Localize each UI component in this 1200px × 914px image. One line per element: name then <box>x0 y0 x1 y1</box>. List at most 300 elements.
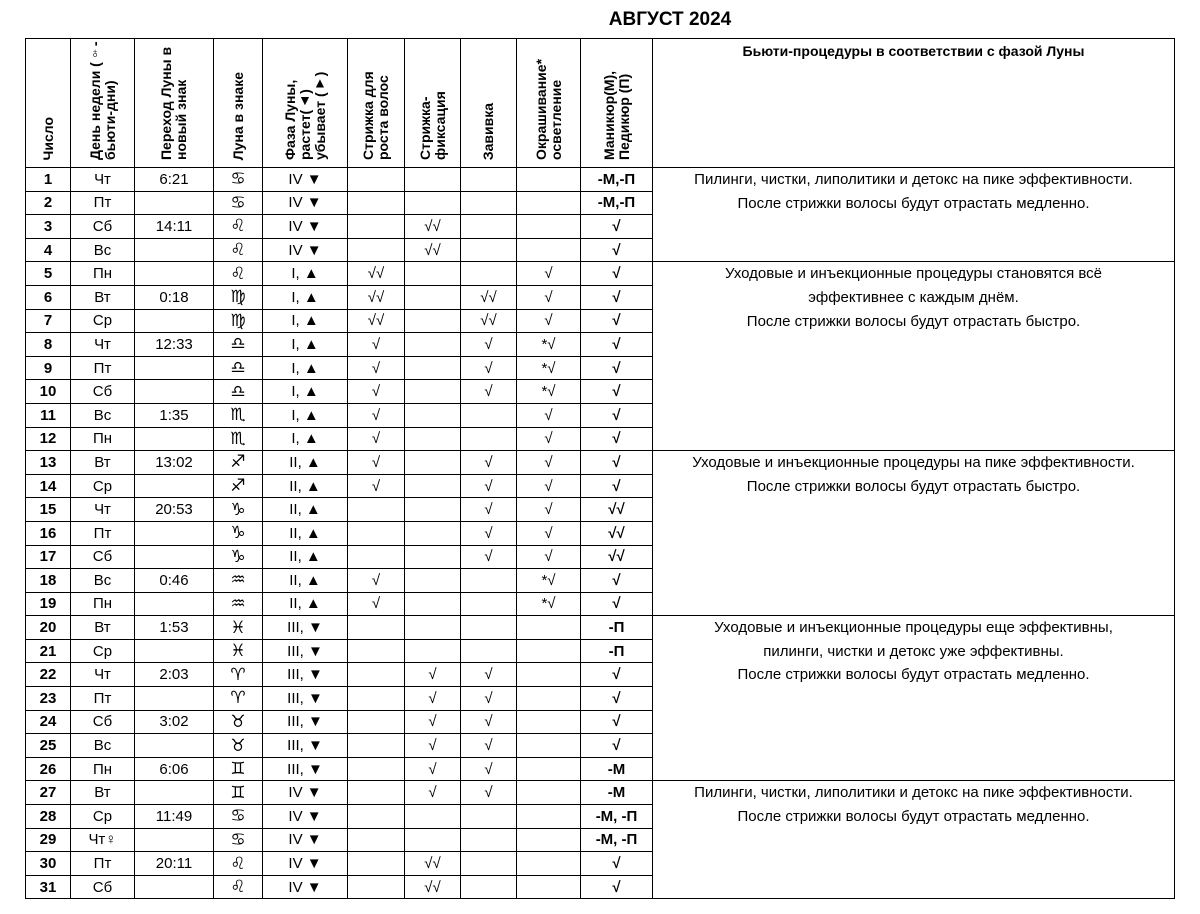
header-mani: Маникюр(М), Педикюр (П) <box>581 39 653 168</box>
cut-fix-cell: √√ <box>405 215 461 239</box>
cut-growth-cell <box>348 805 405 829</box>
color-cell: √ <box>517 474 581 498</box>
weekday-cell: Ср <box>71 639 135 663</box>
transition-cell: 3:02 <box>135 710 214 734</box>
curl-cell <box>461 238 517 262</box>
description-line: После стрижки волосы будут отрастать медленно. <box>737 666 1090 684</box>
weekday-cell: Пт <box>71 521 135 545</box>
phase-cell: I, ▲ <box>263 380 348 404</box>
cut-fix-cell: √ <box>405 781 461 805</box>
phase-cell: IV ▼ <box>263 191 348 215</box>
day-cell: 2 <box>26 191 71 215</box>
table-row <box>26 781 1175 805</box>
day-cell: 11 <box>26 403 71 427</box>
header-color: Окрашивание* осветление <box>517 39 581 168</box>
color-cell <box>517 757 581 781</box>
transition-cell <box>135 639 214 663</box>
day-cell: 31 <box>26 875 71 899</box>
color-cell <box>517 710 581 734</box>
zodiac-icon: ♍ <box>214 285 263 309</box>
zodiac-icon: ♎ <box>214 333 263 357</box>
cut-fix-cell: √ <box>405 710 461 734</box>
weekday-cell: Чт <box>71 168 135 192</box>
transition-cell <box>135 521 214 545</box>
cut-growth-cell <box>348 781 405 805</box>
zodiac-icon: ♑ <box>214 498 263 522</box>
mani-cell: √ <box>581 356 653 380</box>
zodiac-icon: ♌ <box>214 215 263 239</box>
weekday-cell: Вс <box>71 403 135 427</box>
zodiac-icon: ♑ <box>214 545 263 569</box>
cut-growth-cell <box>348 191 405 215</box>
color-cell <box>517 805 581 829</box>
day-cell: 24 <box>26 710 71 734</box>
phase-cell: IV ▼ <box>263 168 348 192</box>
cut-growth-cell <box>348 545 405 569</box>
description-line: эффективнее с каждым днём. <box>808 288 1019 306</box>
weekday-cell: Пн <box>71 757 135 781</box>
zodiac-icon: ♒ <box>214 592 263 616</box>
mani-cell: √ <box>581 309 653 333</box>
phase-cell: II, ▲ <box>263 474 348 498</box>
cut-fix-cell <box>405 474 461 498</box>
beauty-description <box>653 168 1175 262</box>
curl-cell <box>461 828 517 852</box>
cut-growth-cell <box>348 663 405 687</box>
transition-cell <box>135 427 214 451</box>
weekday-cell: Ср <box>71 805 135 829</box>
zodiac-icon: ♌ <box>214 262 263 286</box>
day-cell: 13 <box>26 451 71 475</box>
curl-cell: √ <box>461 781 517 805</box>
mani-cell: √ <box>581 333 653 357</box>
weekday-cell: Сб <box>71 215 135 239</box>
mani-cell: √ <box>581 427 653 451</box>
transition-cell: 2:03 <box>135 663 214 687</box>
cut-fix-cell <box>405 333 461 357</box>
zodiac-icon: ♈ <box>214 663 263 687</box>
transition-cell <box>135 687 214 711</box>
mani-cell: √ <box>581 663 653 687</box>
cut-growth-cell: √ <box>348 569 405 593</box>
day-cell: 22 <box>26 663 71 687</box>
cut-fix-cell <box>405 427 461 451</box>
description-line: После стрижки волосы будут отрастать медленно. <box>737 808 1090 826</box>
phase-cell: II, ▲ <box>263 592 348 616</box>
zodiac-icon: ♐ <box>214 451 263 475</box>
day-cell: 9 <box>26 356 71 380</box>
color-cell <box>517 852 581 876</box>
curl-cell <box>461 852 517 876</box>
mani-cell: √ <box>581 875 653 899</box>
zodiac-icon: ♊ <box>214 757 263 781</box>
mani-cell: -П <box>581 616 653 640</box>
curl-cell: √ <box>461 451 517 475</box>
phase-cell: I, ▲ <box>263 285 348 309</box>
mani-cell: √ <box>581 687 653 711</box>
description-line: Уходовые и инъекционные процедуры еще эффективны, <box>714 619 1113 637</box>
transition-cell: 20:11 <box>135 852 214 876</box>
color-cell <box>517 781 581 805</box>
day-cell: 26 <box>26 757 71 781</box>
transition-cell <box>135 781 214 805</box>
color-cell <box>517 734 581 758</box>
cut-growth-cell <box>348 757 405 781</box>
curl-cell <box>461 569 517 593</box>
day-cell: 17 <box>26 545 71 569</box>
header-day: Число <box>26 39 71 168</box>
cut-growth-cell: √ <box>348 333 405 357</box>
description-line: После стрижки волосы будут отрастать медленно. <box>737 194 1090 212</box>
description-line: Уходовые и инъекционные процедуры становятся всё <box>724 265 1103 283</box>
phase-cell: I, ▲ <box>263 427 348 451</box>
mani-cell: -М,-П <box>581 191 653 215</box>
cut-growth-cell <box>348 498 405 522</box>
curl-cell: √√ <box>461 285 517 309</box>
cut-growth-cell: √ <box>348 427 405 451</box>
mani-cell: √√ <box>581 521 653 545</box>
color-cell <box>517 639 581 663</box>
weekday-cell: Чт <box>71 498 135 522</box>
zodiac-icon: ♈ <box>214 687 263 711</box>
transition-cell <box>135 875 214 899</box>
description-line: После стрижки волосы будут отрастать быстро. <box>746 312 1081 330</box>
day-cell: 5 <box>26 262 71 286</box>
transition-cell <box>135 828 214 852</box>
phase-cell: III, ▼ <box>263 687 348 711</box>
day-cell: 18 <box>26 569 71 593</box>
day-cell: 3 <box>26 215 71 239</box>
cut-growth-cell <box>348 616 405 640</box>
mani-cell: √ <box>581 262 653 286</box>
weekday-cell: Сб <box>71 545 135 569</box>
transition-cell: 14:11 <box>135 215 214 239</box>
transition-cell <box>135 356 214 380</box>
day-cell: 21 <box>26 639 71 663</box>
cut-fix-cell: √ <box>405 663 461 687</box>
curl-cell: √ <box>461 757 517 781</box>
weekday-cell: Пн <box>71 262 135 286</box>
day-cell: 14 <box>26 474 71 498</box>
cut-fix-cell <box>405 592 461 616</box>
transition-cell <box>135 545 214 569</box>
transition-cell <box>135 474 214 498</box>
cut-growth-cell: √ <box>348 356 405 380</box>
description-line: Пилинги, чистки, липолитики и детокс на пике эффективности. <box>694 171 1133 188</box>
mani-cell: √ <box>581 474 653 498</box>
cut-growth-cell <box>348 852 405 876</box>
zodiac-icon: ♋ <box>214 805 263 829</box>
day-cell: 28 <box>26 805 71 829</box>
day-cell: 4 <box>26 238 71 262</box>
curl-cell: √ <box>461 474 517 498</box>
cut-growth-cell <box>348 168 405 192</box>
cut-fix-cell <box>405 262 461 286</box>
zodiac-icon: ♑ <box>214 521 263 545</box>
zodiac-icon: ♉ <box>214 710 263 734</box>
curl-cell: √ <box>461 498 517 522</box>
day-cell: 1 <box>26 168 71 192</box>
cut-fix-cell <box>405 569 461 593</box>
zodiac-icon: ♌ <box>214 875 263 899</box>
page-title: АВГУСТ 2024 <box>608 9 732 30</box>
zodiac-icon: ♌ <box>214 852 263 876</box>
weekday-cell: Ср <box>71 474 135 498</box>
curl-cell <box>461 403 517 427</box>
mani-cell: √ <box>581 238 653 262</box>
zodiac-icon: ♎ <box>214 380 263 404</box>
cut-fix-cell: √ <box>405 757 461 781</box>
mani-cell: √ <box>581 734 653 758</box>
weekday-cell: Пн <box>71 592 135 616</box>
cut-growth-cell: √√ <box>348 262 405 286</box>
color-cell: *√ <box>517 356 581 380</box>
phase-cell: IV ▼ <box>263 828 348 852</box>
transition-cell <box>135 191 214 215</box>
transition-cell: 1:53 <box>135 616 214 640</box>
mani-cell: -М,-П <box>581 168 653 192</box>
day-cell: 16 <box>26 521 71 545</box>
phase-cell: I, ▲ <box>263 356 348 380</box>
weekday-cell: Пт <box>71 356 135 380</box>
zodiac-icon: ♌ <box>214 238 263 262</box>
mani-cell: √ <box>581 403 653 427</box>
weekday-cell: Вт <box>71 616 135 640</box>
day-cell: 6 <box>26 285 71 309</box>
transition-cell: 1:35 <box>135 403 214 427</box>
phase-cell: II, ▲ <box>263 545 348 569</box>
cut-fix-cell <box>405 285 461 309</box>
mani-cell: √ <box>581 852 653 876</box>
transition-cell: 12:33 <box>135 333 214 357</box>
weekday-cell: Вт <box>71 781 135 805</box>
phase-cell: II, ▲ <box>263 521 348 545</box>
cut-fix-cell: √√ <box>405 875 461 899</box>
weekday-cell: Вт <box>71 451 135 475</box>
day-cell: 27 <box>26 781 71 805</box>
mani-cell: -М <box>581 757 653 781</box>
phase-cell: I, ▲ <box>263 262 348 286</box>
transition-cell <box>135 262 214 286</box>
day-cell: 23 <box>26 687 71 711</box>
zodiac-icon: ♍ <box>214 309 263 333</box>
cut-fix-cell: √ <box>405 734 461 758</box>
header-transition: Переход Луны в новый знак <box>135 39 214 168</box>
color-cell: √ <box>517 309 581 333</box>
cut-fix-cell <box>405 545 461 569</box>
weekday-cell: Пн <box>71 427 135 451</box>
phase-cell: III, ▼ <box>263 639 348 663</box>
day-cell: 8 <box>26 333 71 357</box>
curl-cell <box>461 592 517 616</box>
curl-cell: √ <box>461 734 517 758</box>
curl-cell: √ <box>461 521 517 545</box>
curl-cell: √ <box>461 545 517 569</box>
header-curl: Завивка <box>461 39 517 168</box>
curl-cell <box>461 875 517 899</box>
transition-cell <box>135 238 214 262</box>
zodiac-icon: ♋ <box>214 168 263 192</box>
cut-growth-cell <box>348 639 405 663</box>
color-cell <box>517 875 581 899</box>
phase-cell: IV ▼ <box>263 238 348 262</box>
cut-growth-cell: √ <box>348 592 405 616</box>
color-cell <box>517 663 581 687</box>
header-cut-growth: Стрижка для роста волос <box>348 39 405 168</box>
cut-fix-cell: √√ <box>405 238 461 262</box>
weekday-cell: Сб <box>71 710 135 734</box>
cut-growth-cell: √ <box>348 451 405 475</box>
curl-cell <box>461 191 517 215</box>
zodiac-icon: ♓ <box>214 639 263 663</box>
weekday-cell: Вс <box>71 734 135 758</box>
weekday-cell: Пт <box>71 852 135 876</box>
transition-cell: 20:53 <box>135 498 214 522</box>
cut-fix-cell <box>405 828 461 852</box>
weekday-cell: Сб <box>71 380 135 404</box>
cut-fix-cell <box>405 616 461 640</box>
cut-fix-cell <box>405 805 461 829</box>
cut-growth-cell <box>348 521 405 545</box>
color-cell <box>517 215 581 239</box>
beauty-description <box>653 451 1175 616</box>
curl-cell <box>461 639 517 663</box>
color-cell: √ <box>517 403 581 427</box>
color-cell: √ <box>517 285 581 309</box>
cut-growth-cell <box>348 710 405 734</box>
zodiac-icon: ♐ <box>214 474 263 498</box>
mani-cell: -П <box>581 639 653 663</box>
zodiac-icon: ♋ <box>214 828 263 852</box>
curl-cell: √ <box>461 333 517 357</box>
transition-cell <box>135 734 214 758</box>
description-line: Пилинги, чистки, липолитики и детокс на пике эффективности. <box>694 784 1133 802</box>
transition-cell: 0:18 <box>135 285 214 309</box>
curl-cell <box>461 427 517 451</box>
weekday-cell: Пт <box>71 687 135 711</box>
lunar-calendar-table <box>25 38 1175 899</box>
cut-fix-cell <box>405 451 461 475</box>
mani-cell: √ <box>581 285 653 309</box>
color-cell: √ <box>517 521 581 545</box>
header-sign: Луна в знаке <box>214 39 263 168</box>
beauty-description <box>653 616 1175 781</box>
description-line: Уходовые и инъекционные процедуры на пике эффективности. <box>692 454 1135 472</box>
table-row <box>26 168 1175 192</box>
cut-fix-cell <box>405 168 461 192</box>
cut-growth-cell: √ <box>348 474 405 498</box>
color-cell: √ <box>517 498 581 522</box>
color-cell: √ <box>517 545 581 569</box>
phase-cell: IV ▼ <box>263 215 348 239</box>
zodiac-icon: ♋ <box>214 191 263 215</box>
cut-growth-cell: √ <box>348 403 405 427</box>
color-cell: √ <box>517 262 581 286</box>
phase-cell: III, ▼ <box>263 757 348 781</box>
day-cell: 15 <box>26 498 71 522</box>
color-cell: √ <box>517 427 581 451</box>
zodiac-icon: ♒ <box>214 569 263 593</box>
table-row <box>26 451 1175 475</box>
header-cut-fix: Стрижка-фиксация <box>405 39 461 168</box>
zodiac-icon: ♓ <box>214 616 263 640</box>
cut-fix-cell <box>405 380 461 404</box>
phase-cell: III, ▼ <box>263 616 348 640</box>
color-cell <box>517 238 581 262</box>
cut-fix-cell <box>405 309 461 333</box>
curl-cell: √ <box>461 687 517 711</box>
cut-fix-cell <box>405 498 461 522</box>
phase-cell: IV ▼ <box>263 805 348 829</box>
mani-cell: √ <box>581 215 653 239</box>
weekday-cell: Чт♀ <box>71 828 135 852</box>
day-cell: 30 <box>26 852 71 876</box>
cut-growth-cell: √√ <box>348 285 405 309</box>
color-cell: *√ <box>517 592 581 616</box>
header-phase: Фаза Луны, растет(▲) убывает (▼) <box>263 39 348 168</box>
calendar-body <box>26 168 1175 899</box>
zodiac-icon: ♊ <box>214 781 263 805</box>
phase-cell: I, ▲ <box>263 333 348 357</box>
cut-growth-cell <box>348 875 405 899</box>
phase-cell: II, ▲ <box>263 569 348 593</box>
color-cell <box>517 168 581 192</box>
color-cell: *√ <box>517 333 581 357</box>
weekday-cell: Вс <box>71 238 135 262</box>
zodiac-icon: ♉ <box>214 734 263 758</box>
weekday-cell: Сб <box>71 875 135 899</box>
curl-cell <box>461 168 517 192</box>
phase-cell: I, ▲ <box>263 309 348 333</box>
color-cell <box>517 616 581 640</box>
beauty-description <box>653 262 1175 451</box>
day-cell: 7 <box>26 309 71 333</box>
phase-cell: III, ▼ <box>263 710 348 734</box>
curl-cell <box>461 262 517 286</box>
transition-cell: 11:49 <box>135 805 214 829</box>
cut-growth-cell <box>348 238 405 262</box>
cut-growth-cell <box>348 734 405 758</box>
description-line: После стрижки волосы будут отрастать быстро. <box>746 477 1081 495</box>
mani-cell: √ <box>581 451 653 475</box>
phase-cell: IV ▼ <box>263 852 348 876</box>
curl-cell <box>461 805 517 829</box>
mani-cell: √ <box>581 380 653 404</box>
transition-cell: 13:02 <box>135 451 214 475</box>
table-row <box>26 262 1175 286</box>
cut-fix-cell <box>405 356 461 380</box>
weekday-cell: Вт <box>71 285 135 309</box>
header-beauty: Бьюти-процедуры в соответствии с фазой Луны <box>653 39 1175 168</box>
curl-cell: √ <box>461 356 517 380</box>
weekday-cell: Вс <box>71 569 135 593</box>
transition-cell <box>135 380 214 404</box>
color-cell: *√ <box>517 380 581 404</box>
cut-fix-cell <box>405 403 461 427</box>
mani-cell: -М, -П <box>581 828 653 852</box>
cut-fix-cell <box>405 639 461 663</box>
mani-cell: √√ <box>581 545 653 569</box>
cut-growth-cell <box>348 828 405 852</box>
color-cell <box>517 687 581 711</box>
header-weekday: День недели (♀- бьюти-дни) <box>71 39 135 168</box>
color-cell: *√ <box>517 569 581 593</box>
cut-growth-cell <box>348 215 405 239</box>
curl-cell: √√ <box>461 309 517 333</box>
day-cell: 12 <box>26 427 71 451</box>
curl-cell: √ <box>461 663 517 687</box>
color-cell <box>517 191 581 215</box>
